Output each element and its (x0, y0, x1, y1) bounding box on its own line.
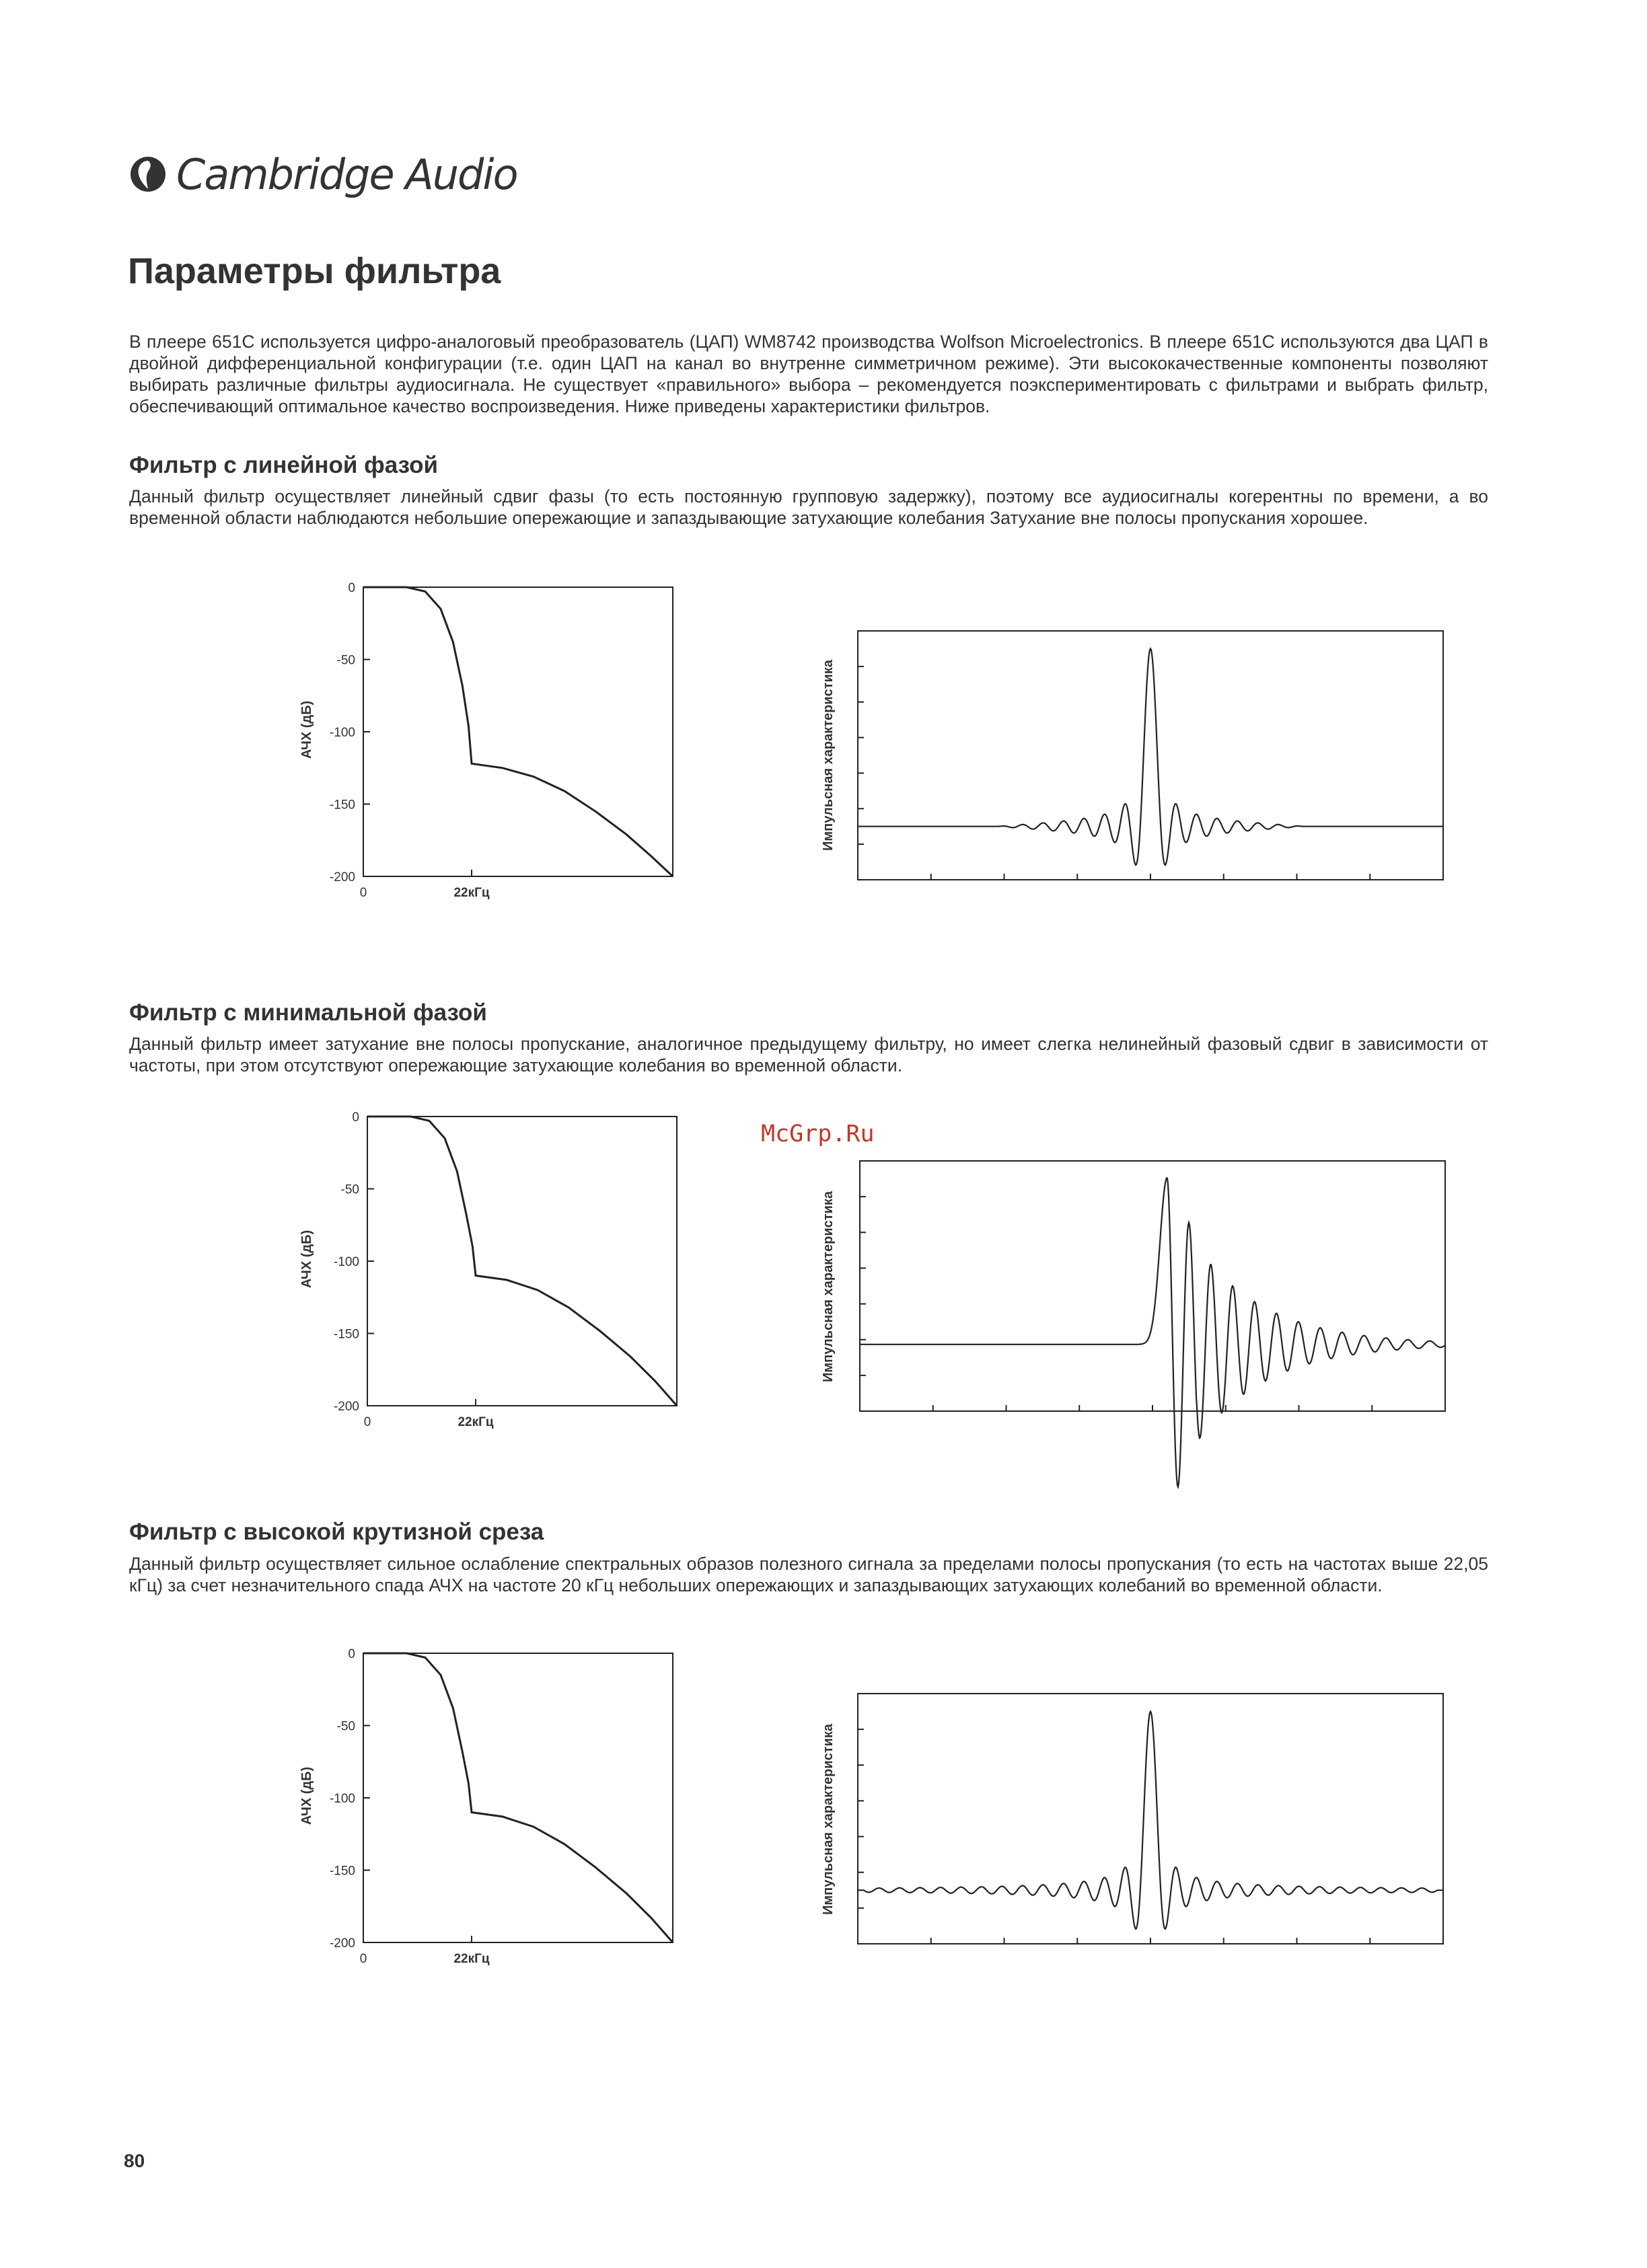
plot-frame (858, 631, 1443, 880)
chart-steep-filter-impulse (814, 1688, 1457, 1951)
y-tick-label: -200 (333, 1400, 359, 1414)
y-tick-label: -200 (329, 1936, 355, 1951)
y-axis-label: Импульсная характеристика (821, 1723, 836, 1916)
chart-steep-filter-frequency (299, 1647, 686, 1971)
section-title-minimum-phase: Фильтр с минимальной фазой (129, 999, 487, 1026)
brand-name: Cambridge Audio (176, 149, 517, 199)
plot-frame (363, 1653, 673, 1942)
y-tick-label: 0 (352, 1110, 359, 1125)
x-tick-label: 22кГц (453, 1952, 490, 1966)
plot-frame (367, 1117, 677, 1406)
y-tick-label: 0 (348, 1647, 355, 1661)
x-tick-label: 0 (363, 1415, 371, 1429)
page-number: 80 (124, 2150, 145, 2171)
y-tick-label: -100 (329, 726, 355, 740)
impulse-response-curve (858, 648, 1443, 865)
y-tick-label: -150 (329, 1864, 355, 1879)
y-tick-label: -50 (336, 1719, 355, 1734)
frequency-response-curve (363, 587, 673, 876)
plot-frame (858, 1694, 1443, 1944)
y-tick-label: -100 (329, 1792, 355, 1806)
section-text-linear-phase: Данный фильтр осуществляет линейный сдвиг фазы (то есть постоянную групповую задержку), поэтому все аудиосигналы когерентны по времени, а во временной области наблюдаются небольшие опережающие и запаздывающие затухающие колебания Затухание вне полосы пропускания хорошее. (129, 486, 1488, 528)
y-tick-label: -50 (336, 653, 355, 668)
section-text-steep-filter: Данный фильтр осуществляет сильное ослабление спектральных образов полезного сигнала за пределами полосы пропускания (то есть на частотах выше 22,05 кГц) за счет незначительного спада АЧХ на частоте 20 кГц небольших опережающих и запаздывающих затухающих колебаний во временной области. (129, 1554, 1488, 1595)
impulse-response-curve (858, 1712, 1443, 1929)
chart-minimum-phase-impulse (814, 1156, 1463, 1418)
x-tick-label: 0 (359, 886, 367, 900)
plot-frame (860, 1161, 1445, 1411)
y-tick-label: -50 (340, 1182, 359, 1197)
y-tick-label: -200 (329, 870, 355, 884)
y-axis-label: АЧХ (дБ) (299, 700, 314, 759)
brand-header (129, 144, 517, 204)
y-axis-label: Импульсная характеристика (821, 1190, 836, 1383)
frequency-response-curve (367, 1117, 677, 1406)
y-axis-label: АЧХ (дБ) (299, 1230, 314, 1289)
y-axis-label: Импульсная характеристика (821, 659, 836, 852)
x-tick-label: 22кГц (458, 1415, 494, 1429)
chart-linear-phase-frequency (299, 581, 686, 905)
plot-frame (363, 587, 673, 876)
y-axis-label: АЧХ (дБ) (299, 1766, 314, 1825)
frequency-response-curve (363, 1653, 673, 1942)
watermark: McGrp.Ru (761, 1121, 875, 1147)
x-tick-label: 22кГц (453, 886, 490, 900)
section-text-minimum-phase: Данный фильтр имеет затухание вне полосы пропускание, аналогичное предыдущему фильтру, но имеет слегка нелинейный фазовый сдвиг в зависимости от частоты, при этом отсутствуют опережающие затухающие колебания во временной области. (129, 1034, 1488, 1075)
section-title-steep-filter: Фильтр с высокой крутизной среза (129, 1519, 544, 1545)
y-tick-label: -100 (333, 1255, 359, 1269)
chart-linear-phase-impulse (814, 626, 1457, 888)
y-tick-label: -150 (333, 1327, 359, 1342)
cambridge-audio-logo-icon (129, 155, 167, 193)
impulse-response-curve (860, 1178, 1445, 1486)
section-title-linear-phase: Фильтр с линейной фазой (129, 452, 439, 478)
page-title: Параметры фильтра (128, 251, 501, 291)
chart-minimum-phase-frequency (299, 1110, 686, 1434)
y-tick-label: -150 (329, 798, 355, 812)
x-tick-label: 0 (359, 1952, 367, 1966)
intro-paragraph: В плеере 651C используется цифро-аналоговый преобразователь (ЦАП) WM8742 производства Wolfson Microelectronics. В плеере 651C используются два ЦАП в двойной дифференциальной конфигурации (т.е. один ЦАП на канал во внутренне симметричном режиме). Эти высококачественные компоненты позволяют выбирать различные фильтры аудиосигнала. Не существует «правильного» выбора – рекомендуется поэкспериментировать с фильтрами и выбрать фильтр, обеспечивающий оптимальное качество воспроизведения. Ниже приведены характеристики фильтров. (129, 332, 1488, 416)
y-tick-label: 0 (348, 581, 355, 595)
